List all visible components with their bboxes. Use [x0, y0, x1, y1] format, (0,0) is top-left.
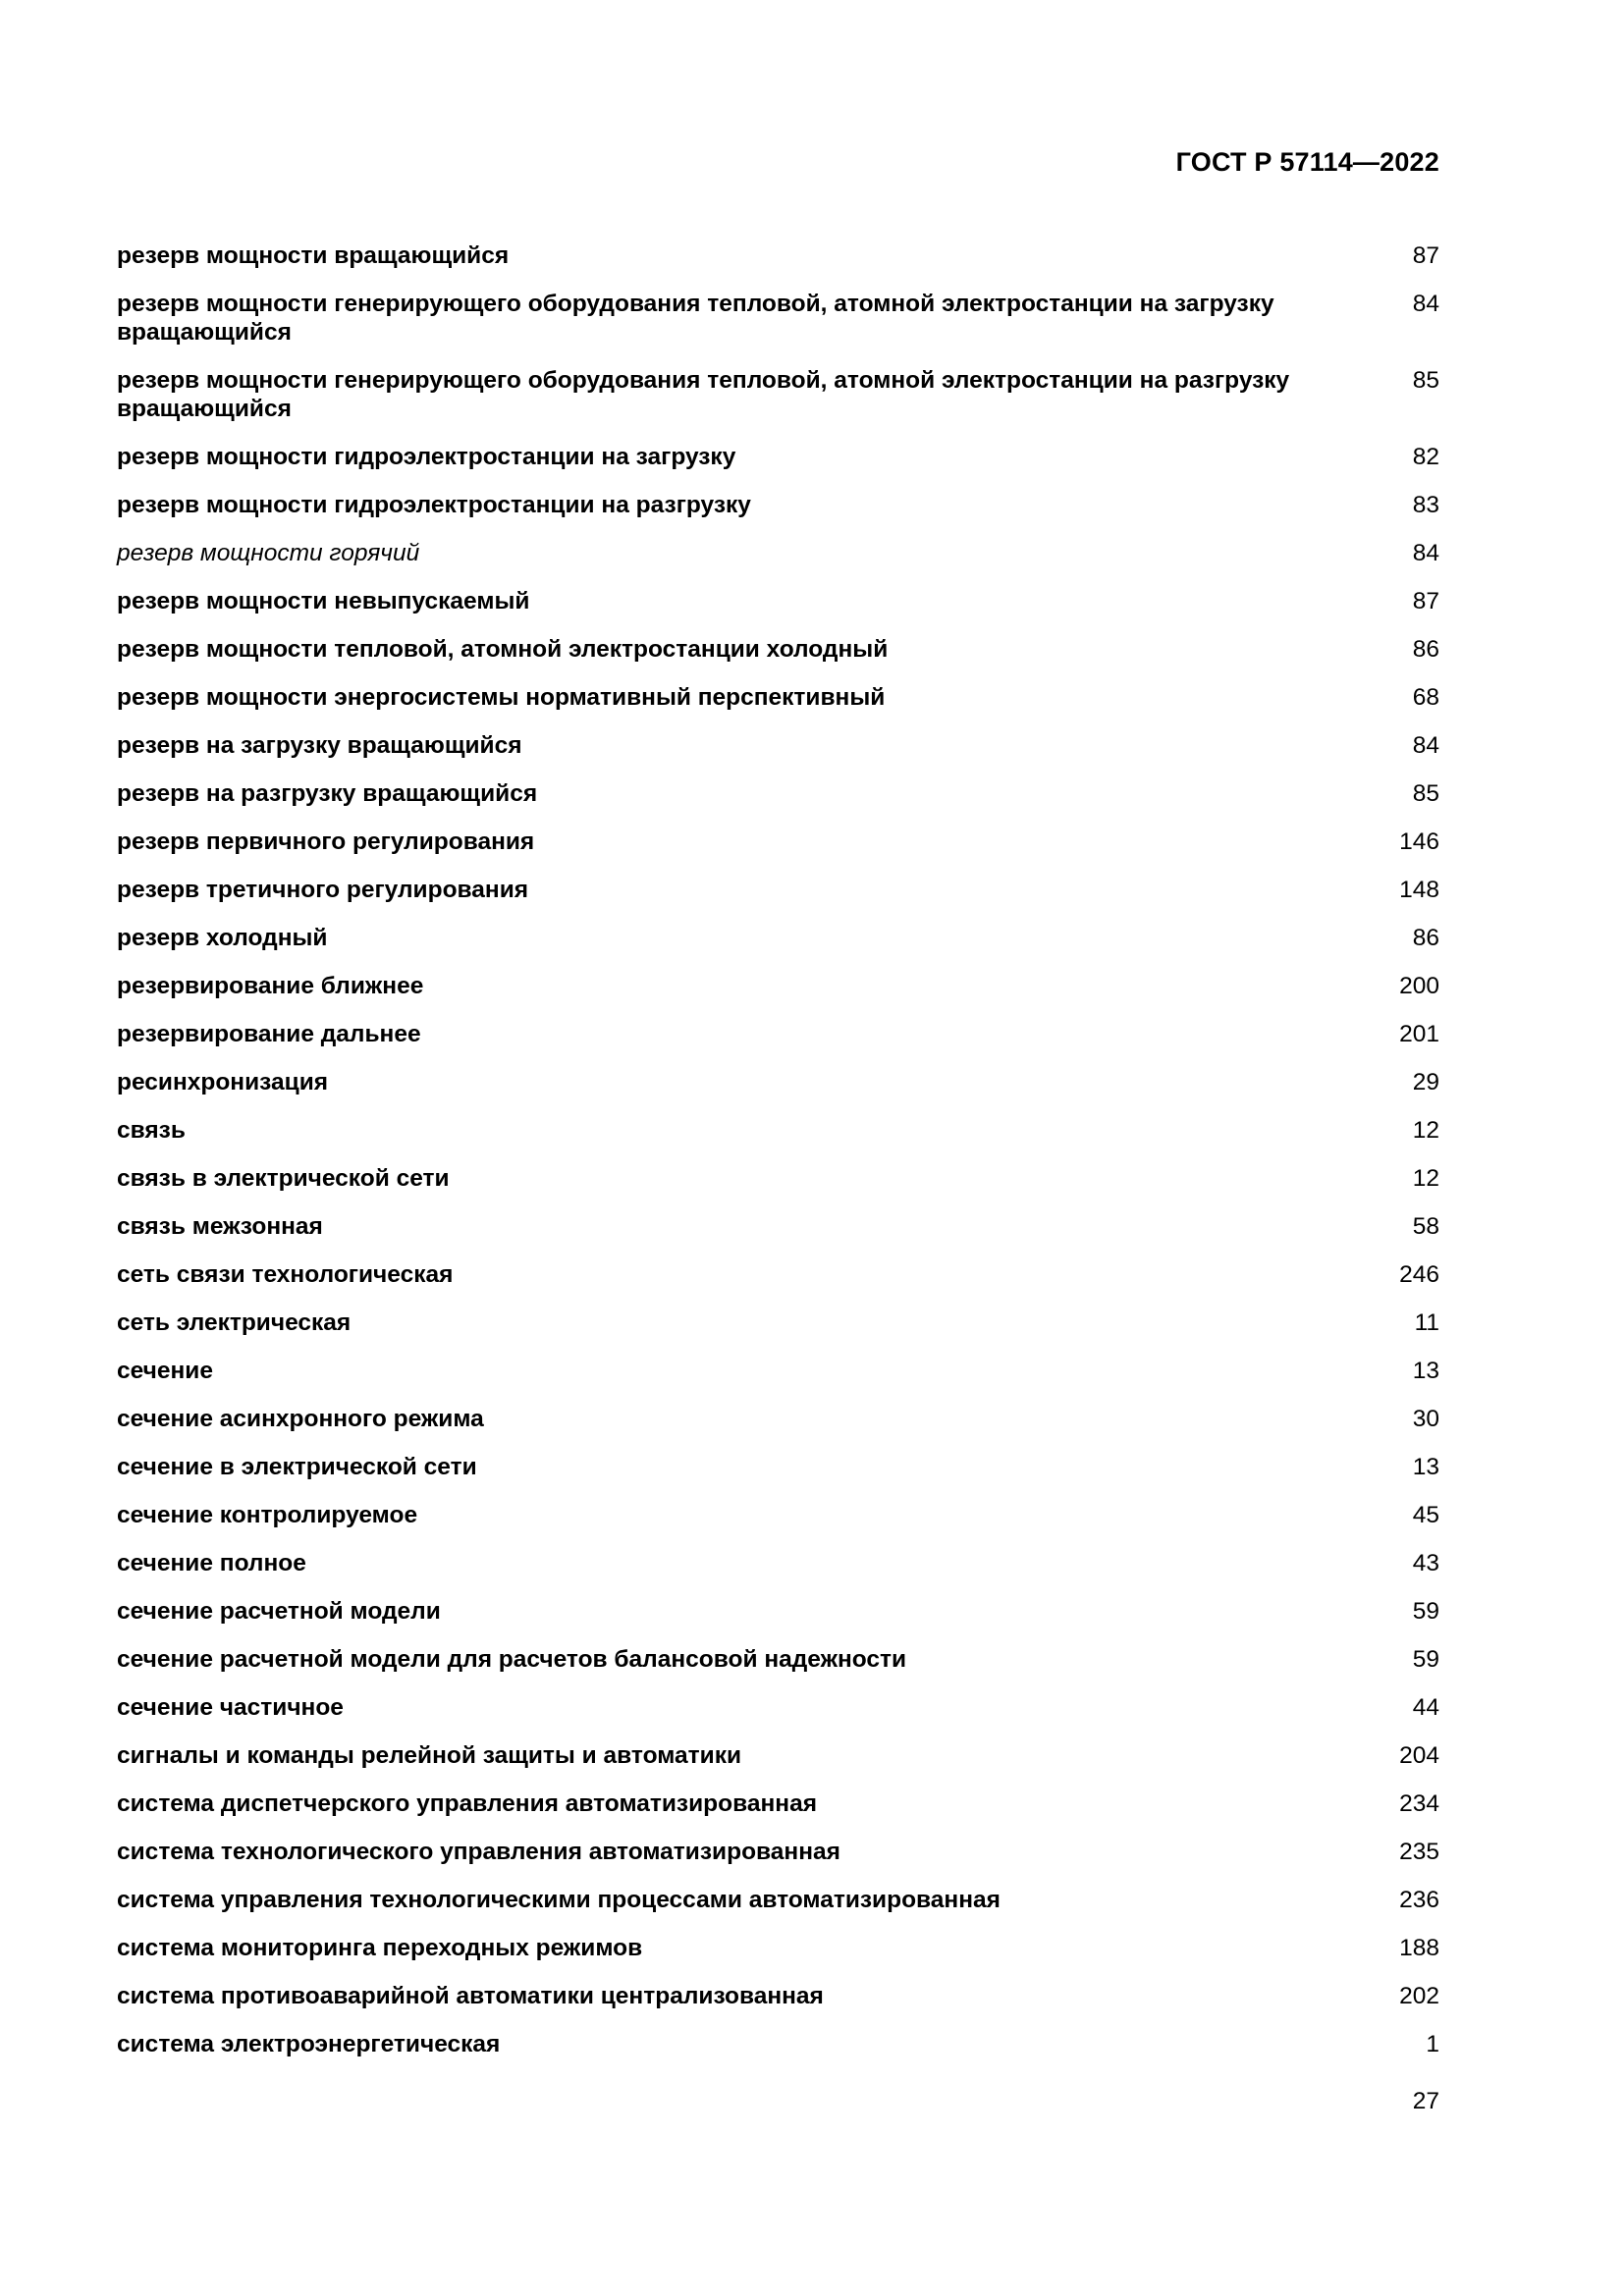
index-entry	[117, 1597, 1439, 1626]
index-entry	[117, 635, 1439, 664]
index-term: резерв мощности вращающийся	[117, 242, 510, 269]
index-term: резерв на разгрузку вращающийся	[117, 780, 538, 807]
index-term: сечение расчетной модели для расчетов балансовой надежности	[117, 1646, 907, 1673]
index-term-number: 200	[1399, 973, 1439, 999]
index-entry	[117, 1020, 1439, 1048]
index-term: сечение в электрической сети	[117, 1454, 477, 1480]
index-entry	[117, 1116, 1439, 1145]
index-term: сеть связи технологическая	[117, 1261, 454, 1288]
index-term: резерв мощности тепловой, атомной электростанции холодный	[117, 636, 889, 663]
index-term: резерв холодный	[117, 925, 328, 951]
index-term: связь межзонная	[117, 1213, 323, 1240]
index-term-number: 1	[1426, 2031, 1439, 2057]
index-entry	[117, 241, 1439, 270]
index-term: резерв первичного регулирования	[117, 828, 535, 855]
index-term: сеть электрическая	[117, 1309, 352, 1336]
index-entry	[117, 1789, 1439, 1818]
index-term: система диспетчерского управления автоматизированная	[117, 1790, 817, 1817]
index-term: система управления технологическими процессами автоматизированная	[117, 1887, 1001, 1913]
index-term-number: 68	[1412, 684, 1439, 711]
index-term-number: 43	[1412, 1550, 1439, 1576]
index-term-number: 44	[1412, 1694, 1439, 1721]
index-term-number: 85	[1412, 780, 1439, 807]
index-term-number: 30	[1412, 1406, 1439, 1432]
index-term-number: 12	[1412, 1165, 1439, 1192]
index-entry	[117, 1645, 1439, 1674]
index-entry	[117, 1741, 1439, 1770]
index-term: система мониторинга переходных режимов	[117, 1935, 643, 1961]
index-term-number: 84	[1412, 540, 1439, 566]
index-term: система технологического управления автоматизированная	[117, 1839, 840, 1865]
index-term: сечение расчетной модели	[117, 1598, 441, 1625]
index-term-number: 45	[1412, 1502, 1439, 1528]
index-term: связь	[117, 1117, 186, 1144]
index-entry	[117, 1212, 1439, 1241]
index-entry	[117, 1068, 1439, 1096]
index-entry	[117, 2030, 1439, 2058]
index-term-number: 58	[1412, 1213, 1439, 1240]
index-term: резерв мощности гидроэлектростанции на разгрузку	[117, 492, 751, 518]
index-term-number: 86	[1412, 925, 1439, 951]
index-entry	[117, 1405, 1439, 1433]
index-term-number: 204	[1399, 1742, 1439, 1769]
index-term-number: 13	[1412, 1454, 1439, 1480]
index-entry	[117, 828, 1439, 856]
index-entry	[117, 1838, 1439, 1866]
index-entry	[117, 876, 1439, 904]
index-term-number: 235	[1399, 1839, 1439, 1865]
index-term-number: 201	[1399, 1021, 1439, 1047]
index-entry	[117, 366, 1439, 423]
index-entry	[117, 1260, 1439, 1289]
index-term-number: 146	[1399, 828, 1439, 855]
index-entry	[117, 1308, 1439, 1337]
index-term-number: 86	[1412, 636, 1439, 663]
index-term-number: 84	[1412, 732, 1439, 759]
index-term-number: 202	[1399, 1983, 1439, 2009]
document-code-header: ГОСТ Р 57114—2022	[1175, 147, 1439, 177]
index-entry	[117, 539, 1439, 567]
index-term-number: 11	[1414, 1309, 1439, 1336]
index-term-number: 188	[1399, 1935, 1439, 1961]
index-entry	[117, 491, 1439, 519]
index-entry	[117, 1501, 1439, 1529]
index-term-number: 234	[1399, 1790, 1439, 1817]
index-entry	[117, 779, 1439, 808]
index-term: резерв мощности энергосистемы нормативный перспективный	[117, 684, 886, 711]
index-entry	[117, 1934, 1439, 1962]
index-entry	[117, 443, 1439, 471]
index-entry	[117, 731, 1439, 760]
index-entry	[117, 1982, 1439, 2010]
index-term: сечение полное	[117, 1550, 306, 1576]
index-term: резервирование дальнее	[117, 1021, 421, 1047]
index-term: сигналы и команды релейной защиты и автоматики	[117, 1742, 742, 1769]
index-term-number: 87	[1412, 242, 1439, 269]
index-entry	[117, 1357, 1439, 1385]
index-entry	[117, 1549, 1439, 1577]
index-term: сечение контролируемое	[117, 1502, 418, 1528]
index-entry	[117, 290, 1439, 347]
index-term-number: 148	[1399, 877, 1439, 903]
index-term-number: 29	[1412, 1069, 1439, 1095]
index-term: резерв мощности гидроэлектростанции на загрузку	[117, 444, 736, 470]
index-term: резервирование ближнее	[117, 973, 424, 999]
index-entry	[117, 1453, 1439, 1481]
index-term-number: 85	[1412, 367, 1439, 394]
index-term: связь в электрической сети	[117, 1165, 450, 1192]
index-term-number: 59	[1412, 1598, 1439, 1625]
alphabetical-index-list	[117, 241, 1439, 2078]
index-term: ресинхронизация	[117, 1069, 329, 1095]
index-term-number: 82	[1412, 444, 1439, 470]
index-entry	[117, 924, 1439, 952]
index-term-number: 13	[1412, 1358, 1439, 1384]
index-term: резерв мощности генерирующего оборудования тепловой, атомной электростанции на загрузку вращающийся	[117, 291, 1274, 346]
index-term-number: 12	[1412, 1117, 1439, 1144]
index-term: сечение	[117, 1358, 213, 1384]
index-entry	[117, 1693, 1439, 1722]
index-term: сечение частичное	[117, 1694, 344, 1721]
index-term: резерв мощности невыпускаемый	[117, 588, 530, 614]
index-term: резерв мощности горячий	[117, 540, 420, 566]
index-term-number: 87	[1412, 588, 1439, 614]
index-term: сечение асинхронного режима	[117, 1406, 484, 1432]
index-entry	[117, 587, 1439, 615]
index-term: резерв на загрузку вращающийся	[117, 732, 522, 759]
index-entry	[117, 683, 1439, 712]
index-entry	[117, 1164, 1439, 1193]
index-entry	[117, 1886, 1439, 1914]
index-entry	[117, 972, 1439, 1000]
index-term-number: 59	[1412, 1646, 1439, 1673]
index-term: резерв мощности генерирующего оборудования тепловой, атомной электростанции на разгрузку вращающийся	[117, 367, 1290, 422]
index-term-number: 236	[1399, 1887, 1439, 1913]
index-term: система противоаварийной автоматики централизованная	[117, 1983, 824, 2009]
index-term-number: 84	[1412, 291, 1439, 317]
index-term-number: 83	[1412, 492, 1439, 518]
index-term: резерв третичного регулирования	[117, 877, 529, 903]
page-number: 27	[1412, 2088, 1439, 2114]
index-term: система электроэнергетическая	[117, 2031, 501, 2057]
index-term-number: 246	[1399, 1261, 1439, 1288]
